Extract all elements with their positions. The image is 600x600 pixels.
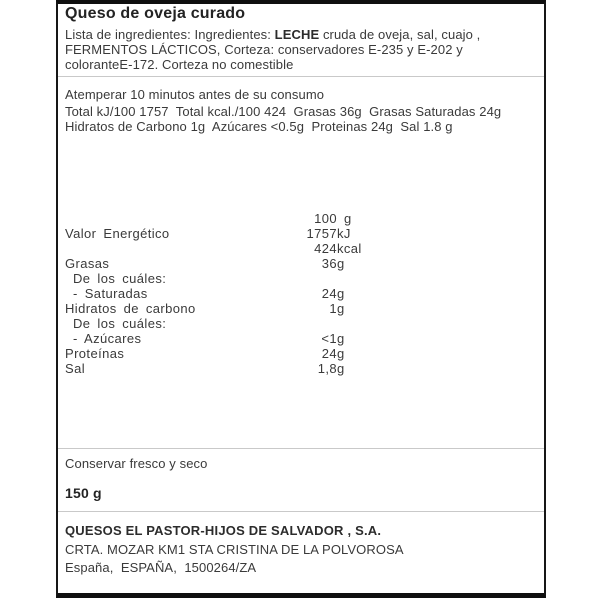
table-row-of-which-fat bbox=[65, 271, 537, 286]
nutrition-summary-line2: Hidratos de Carbono 1g Azúcares <0.5g Proteinas 24g Sal 1.8 g bbox=[65, 119, 453, 134]
nutrient-value: 24 bbox=[321, 346, 337, 361]
nutrient-value: 424 bbox=[314, 241, 337, 256]
table-row-protein: Proteínas 24 g bbox=[65, 346, 345, 361]
table-row-of-which-carb bbox=[65, 316, 537, 331]
allergen-highlight: LECHE bbox=[274, 27, 320, 42]
column-header-amount: 100 bbox=[314, 211, 337, 226]
nutrient-label: Grasas bbox=[65, 256, 110, 271]
nutrient-label: De los cuáles: bbox=[73, 316, 167, 331]
section-divider bbox=[58, 511, 544, 512]
ingredients-line1-rest: cruda de oveja, sal, cuajo , bbox=[319, 27, 481, 42]
nutrient-label: De los cuáles: bbox=[73, 271, 167, 286]
nutrient-value: 24 bbox=[321, 286, 337, 301]
table-row-salt: Sal 1,8 g bbox=[65, 361, 345, 376]
ingredients-line3: coloranteE-172. Corteza no comestible bbox=[65, 57, 294, 72]
section-divider bbox=[58, 448, 544, 449]
nutrition-table bbox=[65, 211, 537, 376]
nutrient-value: 1 bbox=[329, 301, 337, 316]
manufacturer-address: CRTA. MOZAR KM1 STA CRISTINA DE LA POLVOROSA bbox=[65, 542, 404, 557]
nutrient-label: Sal bbox=[65, 361, 85, 376]
nutrient-value: 36 bbox=[321, 256, 337, 271]
table-header-row: 100 g bbox=[65, 211, 537, 226]
nutrient-label: - Saturadas bbox=[73, 286, 148, 301]
table-row-energy: Valor Energético 1757 kJ bbox=[65, 226, 351, 241]
nutrient-label: Proteínas bbox=[65, 346, 125, 361]
section-divider bbox=[58, 76, 544, 77]
net-weight: 150 g bbox=[65, 485, 102, 501]
manufacturer-name: QUESOS EL PASTOR-HIJOS DE SALVADOR , S.A. bbox=[65, 523, 382, 538]
nutrient-label: Hidratos de carbono bbox=[65, 301, 196, 316]
preparation-note: Atemperar 10 minutos antes de su consumo bbox=[65, 87, 325, 102]
storage-note: Conservar fresco y seco bbox=[65, 456, 208, 471]
product-label-box bbox=[56, 0, 546, 598]
ingredients-text bbox=[65, 27, 539, 72]
manufacturer-country: España, ESPAÑA, 1500264/ZA bbox=[65, 560, 257, 575]
nutrient-value: 1,8 bbox=[317, 361, 337, 376]
table-row-saturates: - Saturadas 24 g bbox=[73, 286, 345, 301]
nutrition-summary-line1: Total kJ/100 1757 Total kcal./100 424 Grasas 36g Grasas Saturadas 24g bbox=[65, 104, 502, 119]
table-row-fat: Grasas 36 g bbox=[65, 256, 345, 271]
ingredients-line2: FERMENTOS LÁCTICOS, Corteza: conservadores E-235 y E-202 y bbox=[65, 42, 463, 57]
table-row-energy-kcal: 424 kcal bbox=[65, 241, 537, 256]
nutrient-label: Valor Energético bbox=[65, 226, 170, 241]
table-row-sugars: - Azúcares <1 g bbox=[73, 331, 345, 346]
nutrient-value: 1757 bbox=[306, 226, 337, 241]
nutrient-value: <1 bbox=[321, 331, 337, 346]
table-row-carbohydrate: Hidratos de carbono 1 g bbox=[65, 301, 345, 316]
page-title: Queso de oveja curado bbox=[65, 5, 246, 22]
ingredients-intro: Lista de ingredientes: Ingredientes: bbox=[65, 27, 275, 42]
nutrient-label: - Azúcares bbox=[73, 331, 142, 346]
